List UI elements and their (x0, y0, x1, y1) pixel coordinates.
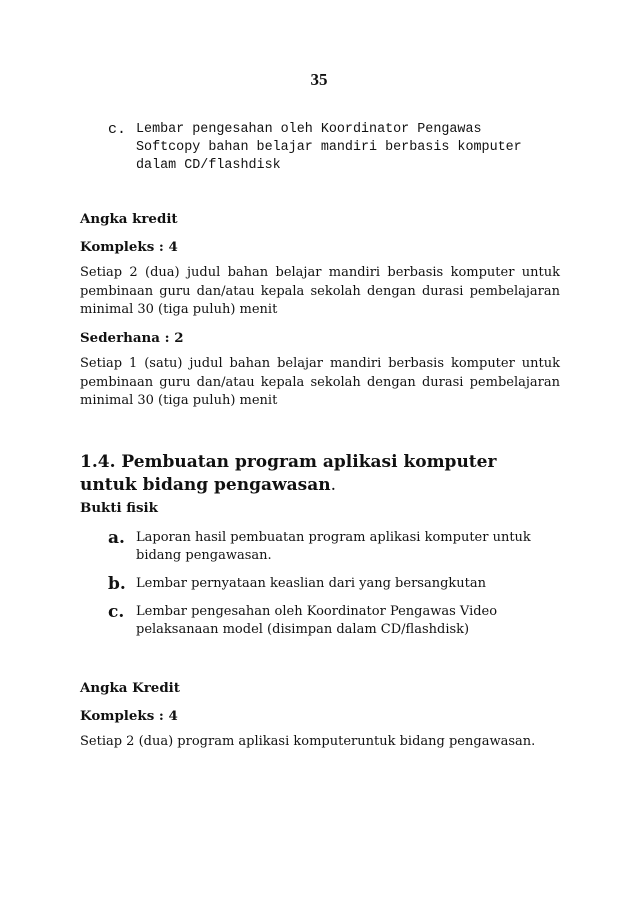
list-item-text: Laporan hasil pembuatan program aplikasi komputer untuk bidang pengawasan. (136, 530, 531, 563)
list-item-text: Lembar pernyataan keaslian dari yang bersangkutan (136, 576, 487, 591)
evidence-list (80, 529, 560, 639)
list-item (80, 121, 560, 175)
section-title-dot: . (330, 475, 337, 495)
list-item (80, 529, 560, 565)
kompleks-heading: Kompleks : 4 (80, 708, 178, 724)
list-line: dalam CD/flashdisk (136, 158, 281, 173)
list-marker: c. (108, 602, 125, 622)
list-item (80, 575, 560, 593)
section-title-line: 1.4. Pembuatan program aplikasi komputer (80, 452, 497, 472)
page-number: 35 (310, 70, 328, 89)
kompleks-paragraph: Setiap 2 (dua) program aplikasi komputeruntuk bidang pengawasan. (80, 734, 536, 749)
list-marker: b. (108, 574, 126, 594)
list-line: Softcopy bahan belajar mandiri berbasis komputer (136, 140, 522, 155)
section-title-line: untuk bidang pengawasan (80, 475, 331, 495)
angka-kredit-heading: Angka kredit (80, 211, 178, 227)
section-title (80, 451, 560, 497)
list-line: Lembar pengesahan oleh Koordinator Pengawas (136, 122, 482, 137)
sederhana-heading: Sederhana : 2 (80, 330, 184, 346)
bukti-fisik-heading: Bukti fisik (80, 500, 158, 516)
top-list (80, 121, 560, 175)
list-item-text: Lembar pengesahan oleh Koordinator Pengawas Video pelaksanaan model (disimpan dalam CD/flashdisk) (136, 604, 498, 637)
kompleks-heading: Kompleks : 4 (80, 239, 178, 255)
list-marker: c. (108, 121, 127, 138)
angka-kredit-heading: Angka Kredit (80, 680, 180, 696)
sederhana-paragraph: Setiap 1 (satu) judul bahan belajar mandiri berbasis komputer untuk pembinaan guru dan/atau kepala sekolah dengan durasi pembelajaran minimal 30 (tiga puluh) menit (80, 356, 560, 408)
kompleks-paragraph: Setiap 2 (dua) judul bahan belajar mandiri berbasis komputer untuk pembinaan guru dan/atau kepala sekolah dengan durasi pembelajaran minimal 30 (tiga puluh) menit (80, 265, 560, 317)
list-item (80, 603, 560, 639)
list-marker: a. (108, 528, 125, 548)
